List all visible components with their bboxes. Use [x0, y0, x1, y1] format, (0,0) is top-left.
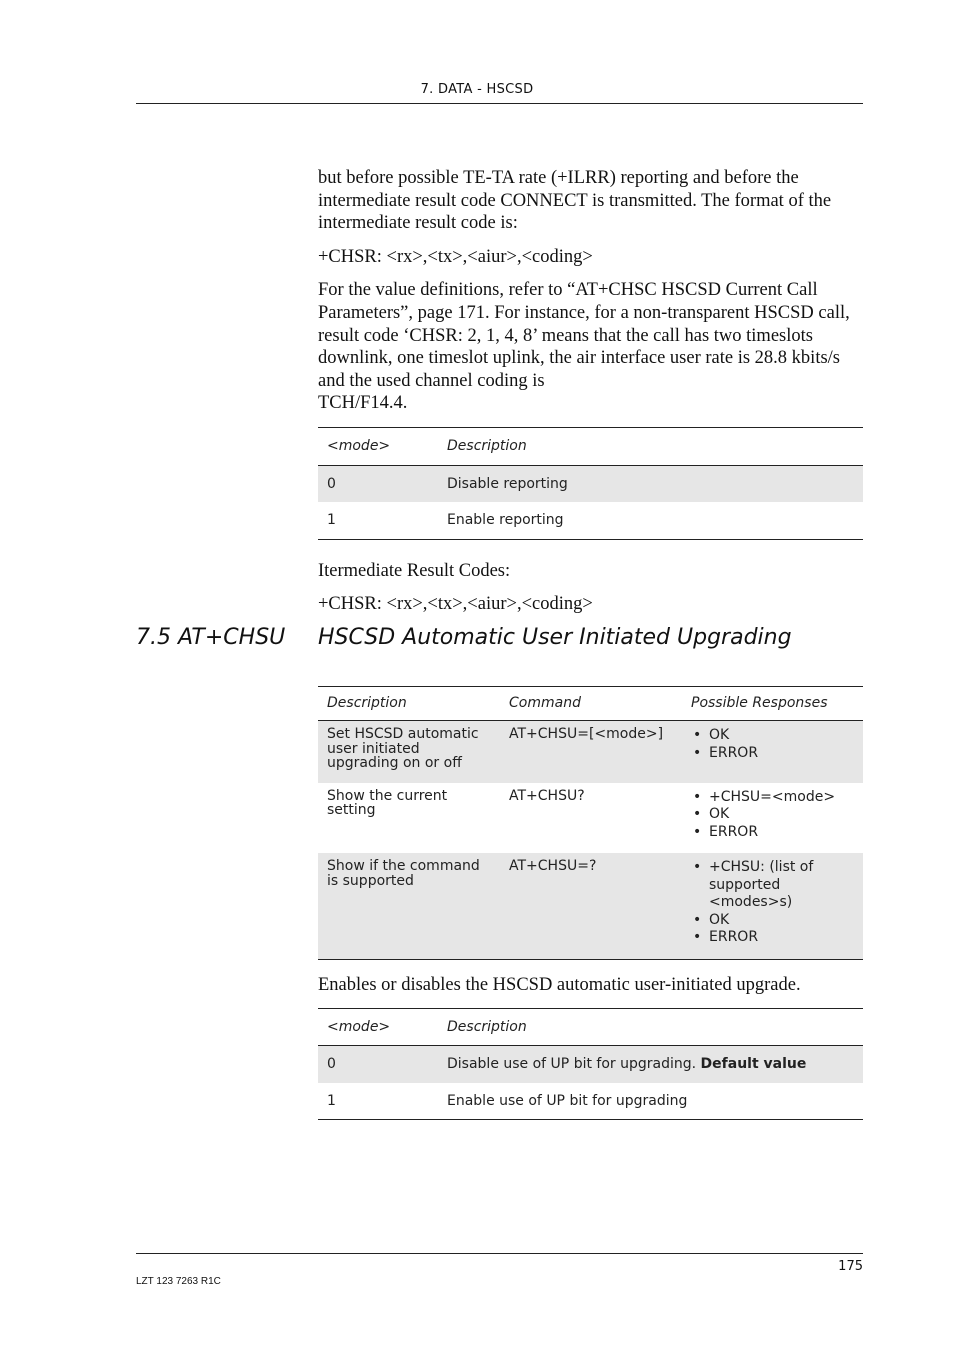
response-item: • ERROR	[691, 929, 854, 947]
mode-value: 1	[318, 502, 438, 539]
section-number: 7.5 AT+CHSU	[136, 625, 286, 650]
table-row	[318, 853, 863, 959]
table-row	[318, 721, 863, 783]
response-item: • +CHSU: (list of supported <modes>s)	[691, 859, 854, 912]
text-line: is supported	[327, 872, 414, 889]
text-line: downlink, one timeslot uplink, the air interface user rate is 28.8 kbits/s	[318, 348, 841, 369]
mode-description: Enable reporting	[438, 502, 863, 539]
footer-rule	[136, 1253, 863, 1254]
command-responses	[682, 721, 863, 783]
response-list	[691, 789, 854, 842]
command-syntax: AT+CHSU=[<mode>]	[500, 721, 682, 783]
header-description: Description	[438, 427, 863, 465]
table-header-row	[318, 686, 863, 721]
header-mode: <mode>	[318, 427, 438, 465]
mode-description: Disable reporting	[438, 465, 863, 502]
running-head: 7. DATA - HSCSD	[420, 82, 534, 97]
section-title: HSCSD Automatic User Initiated Upgrading	[318, 625, 792, 650]
response-item: • OK	[691, 806, 854, 824]
intermediate-result-label: Itermediate Result Codes:	[318, 560, 511, 581]
result-code-format: +CHSR: <rx>,<tx>,<aiur>,<coding>	[318, 246, 593, 267]
header-command: Command	[500, 686, 682, 721]
text-line: intermediate result code is:	[318, 213, 518, 234]
header-description: Description	[438, 1008, 863, 1046]
table-row	[318, 1046, 863, 1083]
description-text: Disable use of UP bit for upgrading.	[447, 1056, 697, 1073]
text-line: upgrading on or off	[327, 755, 462, 772]
text-line: For the value definitions, refer to “AT+CHSC HSCSD Current Call	[318, 280, 818, 301]
table-row	[318, 502, 863, 539]
response-list	[691, 859, 854, 947]
text-line: intermediate result code CONNECT is transmitted. The format of the	[318, 190, 832, 211]
mode-value: 1	[318, 1083, 438, 1120]
text-line: Set HSCSD automatic	[327, 726, 479, 743]
response-item: • ERROR	[691, 824, 854, 842]
mode-description: Enable use of UP bit for upgrading	[438, 1083, 863, 1120]
header-mode: <mode>	[318, 1008, 438, 1046]
mode-value: 0	[318, 465, 438, 502]
mode-value: 0	[318, 1046, 438, 1083]
text-line: Parameters”, page 171. For instance, for a non-transparent HSCSD call,	[318, 302, 850, 323]
text-line: and the used channel coding is	[318, 370, 545, 391]
response-item: • OK	[691, 912, 854, 930]
mode-table-reporting	[318, 427, 863, 540]
command-responses	[682, 853, 863, 959]
command-syntax: AT+CHSU=?	[500, 853, 682, 959]
summary-paragraph: Enables or disables the HSCSD automatic user-initiated upgrade.	[318, 974, 801, 995]
header-responses: Possible Responses	[682, 686, 863, 721]
default-value-note: Default value	[700, 1056, 807, 1073]
intermediate-result-code: +CHSR: <rx>,<tx>,<aiur>,<coding>	[318, 594, 593, 615]
text-line: Show the current	[327, 787, 448, 804]
page-number: 175	[838, 1259, 863, 1274]
text-line: Show if the command	[327, 858, 480, 875]
text-line: but before possible TE-TA rate (+ILRR) reporting and before the	[318, 168, 799, 188]
table-row	[318, 1083, 863, 1120]
document-id: LZT 123 7263 R1C	[136, 1276, 221, 1287]
mode-table-upgrading	[318, 1008, 863, 1121]
response-item: • +CHSU=<mode>	[691, 789, 854, 807]
command-description	[318, 783, 500, 854]
response-item: • ERROR	[691, 745, 854, 763]
command-table	[318, 686, 863, 960]
command-syntax: AT+CHSU?	[509, 787, 585, 804]
header-rule	[136, 103, 863, 104]
text-line: user initiated	[327, 740, 420, 757]
table-row	[318, 465, 863, 502]
mode-description	[438, 1046, 863, 1083]
table-header-row	[318, 1008, 863, 1046]
table-row	[318, 783, 863, 854]
intro-paragraph-1	[318, 167, 863, 235]
command-description	[318, 853, 500, 959]
command-responses	[682, 783, 863, 854]
intro-paragraph-3	[318, 279, 863, 415]
response-item: • OK	[691, 727, 854, 745]
command-description	[318, 721, 500, 783]
text-line: TCH/F14.4.	[318, 393, 408, 414]
text-line: result code ‘CHSR: 2, 1, 4, 8’ means that the call has two timeslots	[318, 325, 813, 346]
header-description: Description	[318, 686, 500, 721]
table-header-row	[318, 427, 863, 465]
response-list	[691, 727, 854, 762]
text-line: setting	[327, 802, 376, 819]
